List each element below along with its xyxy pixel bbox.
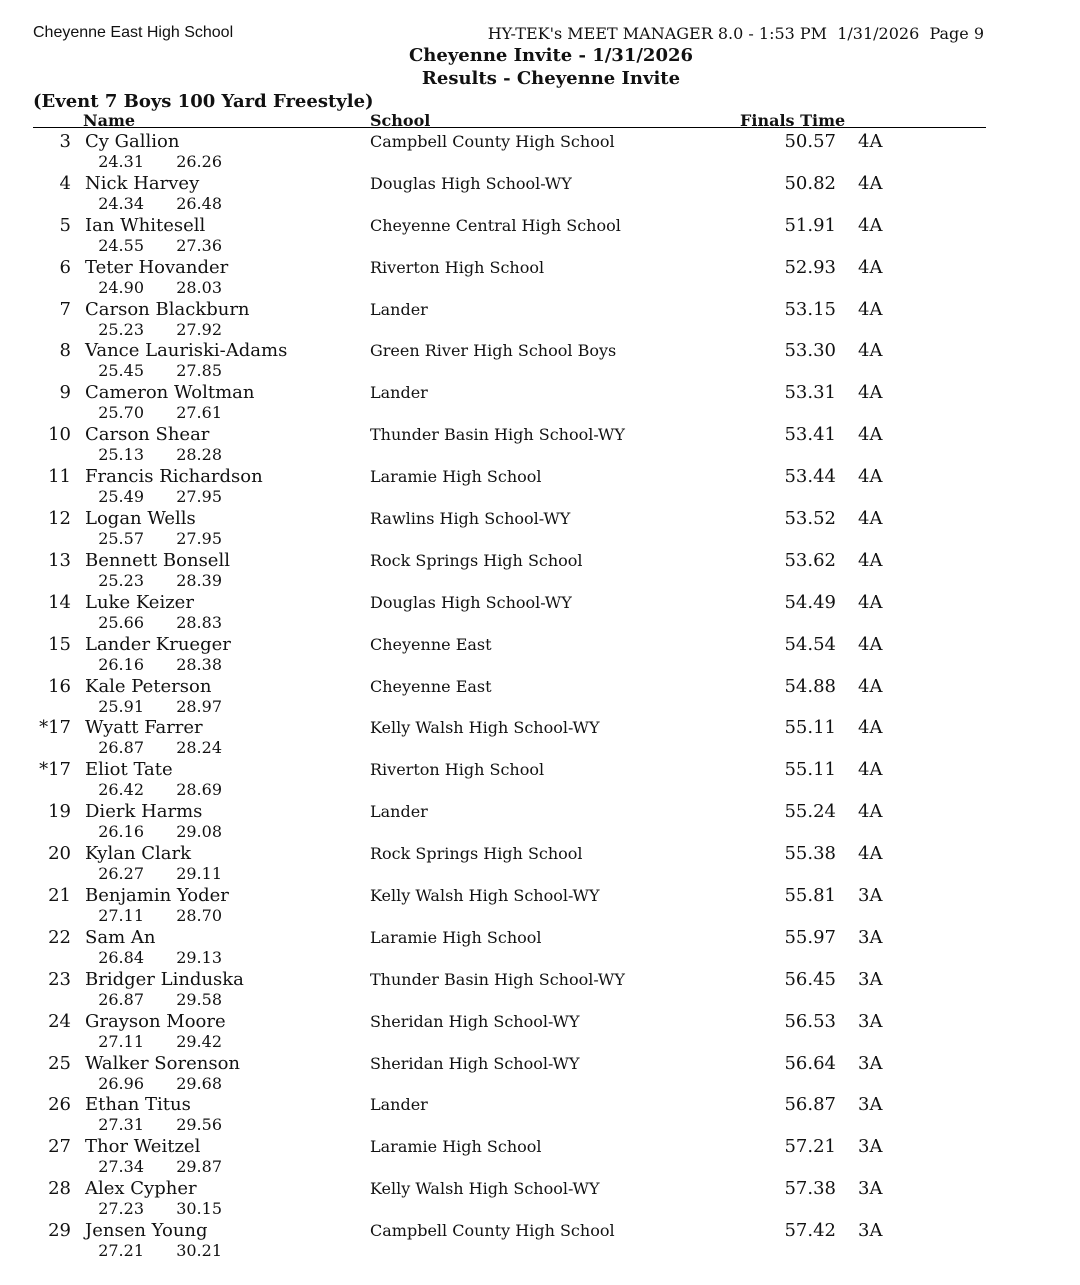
result-row (0, 1178, 1080, 1220)
result-place: 24 (48, 1010, 71, 1032)
split-time-1: 25.91 (98, 696, 144, 716)
split-time-1: 27.11 (98, 906, 144, 926)
class-division: 4A (858, 214, 883, 236)
swimmer-name: Thor Weitzel (85, 1136, 201, 1158)
school-name: Kelly Walsh High School-WY (370, 886, 600, 906)
school-name: Riverton High School (370, 257, 545, 277)
result-place: 22 (48, 926, 71, 948)
class-division: 4A (858, 382, 883, 404)
school-name: Campbell County High School (370, 132, 615, 151)
finals-time: 57.42 (784, 1220, 836, 1242)
swimmer-name: Logan Wells (85, 508, 196, 530)
split-time-2: 27.95 (176, 487, 222, 507)
split-time-2: 27.85 (176, 361, 222, 381)
header-software-info: HY-TEK's MEET MANAGER 8.0 - 1:53 PM 1/31/2026 Page 9 (487, 24, 984, 43)
split-time-1: 27.21 (98, 1241, 144, 1261)
result-place: 21 (48, 885, 71, 907)
finals-time: 53.62 (784, 549, 836, 571)
school-name: Thunder Basin High School-WY (370, 969, 625, 989)
split-time-2: 27.36 (176, 235, 222, 255)
swimmer-name: Carson Blackburn (85, 298, 250, 320)
result-place: 9 (59, 382, 71, 404)
class-division: 4A (858, 801, 883, 823)
finals-time: 55.24 (784, 801, 836, 823)
split-time-1: 26.16 (98, 822, 144, 842)
result-place: 5 (59, 214, 71, 236)
split-time-2: 27.95 (176, 529, 222, 549)
school-name: Kelly Walsh High School-WY (370, 718, 600, 738)
swimmer-name: Ethan Titus (85, 1094, 191, 1116)
result-row (0, 340, 1080, 382)
result-row (0, 969, 1080, 1011)
split-time-1: 26.96 (98, 1073, 144, 1093)
swimmer-name: Sam An (85, 926, 156, 948)
class-division: 4A (858, 424, 883, 446)
result-place: 11 (48, 466, 71, 488)
class-division: 3A (858, 1010, 883, 1032)
split-time-1: 24.31 (98, 152, 144, 171)
split-time-1: 25.57 (98, 529, 144, 549)
school-name: Cheyenne Central High School (370, 215, 621, 235)
finals-time: 53.44 (784, 466, 836, 488)
class-division: 3A (858, 1136, 883, 1158)
split-time-1: 27.23 (98, 1199, 144, 1219)
school-name: Thunder Basin High School-WY (370, 425, 625, 445)
result-row (0, 508, 1080, 550)
school-name: Douglas High School-WY (370, 173, 572, 193)
school-name: Douglas High School-WY (370, 592, 572, 612)
finals-time: 56.64 (784, 1052, 836, 1074)
class-division: 4A (858, 508, 883, 530)
result-place: *17 (39, 759, 71, 781)
column-header-finals-time: Finals Time (740, 111, 846, 130)
split-time-2: 29.58 (176, 989, 222, 1009)
result-place: 15 (48, 633, 71, 655)
split-time-2: 29.11 (176, 864, 222, 884)
swimmer-name: Luke Keizer (85, 591, 194, 613)
result-place: 23 (48, 968, 71, 990)
class-division: 4A (858, 340, 883, 362)
split-time-1: 27.11 (98, 1031, 144, 1051)
swimmer-name: Wyatt Farrer (85, 717, 203, 739)
split-time-2: 26.48 (176, 193, 222, 213)
result-place: 12 (48, 508, 71, 530)
result-place: 6 (59, 256, 71, 278)
result-row (0, 382, 1080, 424)
finals-time: 52.93 (784, 256, 836, 278)
result-place: 3 (59, 131, 71, 152)
split-time-2: 29.08 (176, 822, 222, 842)
result-place: *17 (39, 717, 71, 739)
result-place: 13 (48, 549, 71, 571)
school-name: Laramie High School (370, 467, 542, 487)
finals-time: 55.11 (784, 717, 836, 739)
class-division: 4A (858, 633, 883, 655)
swimmer-name: Benjamin Yoder (85, 885, 229, 907)
result-row (0, 1053, 1080, 1095)
header-school-name: Cheyenne East High School (33, 24, 234, 41)
finals-time: 57.38 (784, 1178, 836, 1200)
finals-time: 55.97 (784, 926, 836, 948)
split-time-1: 26.42 (98, 780, 144, 800)
class-division: 4A (858, 759, 883, 781)
finals-time: 53.31 (784, 382, 836, 404)
split-time-1: 26.84 (98, 947, 144, 967)
split-time-2: 28.28 (176, 445, 222, 465)
result-row (0, 299, 1080, 341)
result-row (0, 634, 1080, 676)
swimmer-name: Grayson Moore (85, 1010, 226, 1032)
result-row (0, 927, 1080, 969)
result-row (0, 676, 1080, 718)
swimmer-name: Jensen Young (85, 1220, 208, 1242)
finals-time: 50.57 (784, 131, 836, 152)
split-time-2: 30.15 (176, 1199, 222, 1219)
school-name: Laramie High School (370, 927, 542, 947)
result-place: 16 (48, 675, 71, 697)
class-division: 4A (858, 675, 883, 697)
swimmer-name: Walker Sorenson (85, 1052, 240, 1074)
split-time-2: 28.83 (176, 612, 222, 632)
school-name: Rock Springs High School (370, 550, 583, 570)
class-division: 3A (858, 1178, 883, 1200)
column-header-school: School (370, 111, 431, 130)
school-name: Lander (370, 383, 428, 403)
swimmer-name: Ian Whitesell (85, 214, 206, 236)
school-name: Riverton High School (370, 760, 545, 780)
result-row (0, 215, 1080, 257)
class-division: 3A (858, 968, 883, 990)
finals-time: 53.41 (784, 424, 836, 446)
result-row (0, 1220, 1080, 1262)
split-time-1: 25.70 (98, 403, 144, 423)
split-time-1: 26.16 (98, 654, 144, 674)
result-place: 10 (48, 424, 71, 446)
split-time-1: 24.90 (98, 277, 144, 297)
split-time-1: 24.55 (98, 235, 144, 255)
finals-time: 55.11 (784, 759, 836, 781)
split-time-2: 26.26 (176, 152, 222, 171)
school-name: Sheridan High School-WY (370, 1053, 580, 1073)
class-division: 4A (858, 591, 883, 613)
result-place: 26 (48, 1094, 71, 1116)
split-time-1: 26.27 (98, 864, 144, 884)
finals-time: 57.21 (784, 1136, 836, 1158)
result-row (0, 550, 1080, 592)
result-place: 19 (48, 801, 71, 823)
result-place: 27 (48, 1136, 71, 1158)
finals-time: 55.81 (784, 885, 836, 907)
swimmer-name: Kylan Clark (85, 843, 192, 865)
result-row (0, 257, 1080, 299)
class-division: 3A (858, 885, 883, 907)
split-time-2: 28.70 (176, 906, 222, 926)
swimmer-name: Carson Shear (85, 424, 210, 446)
split-time-2: 29.68 (176, 1073, 222, 1093)
split-time-1: 25.66 (98, 612, 144, 632)
school-name: Rawlins High School-WY (370, 509, 571, 529)
finals-time: 50.82 (784, 172, 836, 194)
split-time-2: 29.56 (176, 1115, 222, 1135)
result-place: 20 (48, 843, 71, 865)
finals-time: 56.87 (784, 1094, 836, 1116)
result-row (0, 424, 1080, 466)
finals-time: 54.49 (784, 591, 836, 613)
swimmer-name: Kale Peterson (85, 675, 212, 697)
result-row (0, 801, 1080, 843)
split-time-1: 25.45 (98, 361, 144, 381)
swimmer-name: Bridger Linduska (85, 968, 244, 990)
split-time-2: 28.24 (176, 738, 222, 758)
class-division: 4A (858, 843, 883, 865)
school-name: Cheyenne East (370, 634, 492, 654)
result-place: 7 (59, 298, 71, 320)
result-row (0, 1094, 1080, 1136)
split-time-2: 28.38 (176, 654, 222, 674)
column-header-name: Name (83, 111, 136, 130)
class-division: 4A (858, 131, 883, 152)
result-place: 4 (59, 172, 71, 194)
swimmer-name: Eliot Tate (85, 759, 173, 781)
school-name: Lander (370, 1095, 428, 1115)
class-division: 3A (858, 926, 883, 948)
class-division: 4A (858, 172, 883, 194)
split-time-1: 26.87 (98, 989, 144, 1009)
class-division: 4A (858, 717, 883, 739)
result-row (0, 466, 1080, 508)
school-name: Kelly Walsh High School-WY (370, 1179, 600, 1199)
finals-time: 54.54 (784, 633, 836, 655)
finals-time: 53.15 (784, 298, 836, 320)
split-time-2: 29.87 (176, 1157, 222, 1177)
finals-time: 53.52 (784, 508, 836, 530)
split-time-1: 26.87 (98, 738, 144, 758)
swimmer-name: Teter Hovander (85, 256, 229, 278)
swimmer-name: Lander Krueger (85, 633, 231, 655)
result-row (0, 1136, 1080, 1178)
class-division: 3A (858, 1220, 883, 1242)
school-name: Sheridan High School-WY (370, 1011, 580, 1031)
result-place: 14 (48, 591, 71, 613)
swimmer-name: Cameron Woltman (85, 382, 255, 404)
header-divider (33, 127, 986, 128)
swimmer-name: Bennett Bonsell (85, 549, 230, 571)
split-time-2: 27.61 (176, 403, 222, 423)
finals-time: 53.30 (784, 340, 836, 362)
finals-time: 55.38 (784, 843, 836, 865)
results-list (0, 131, 1080, 1262)
result-place: 25 (48, 1052, 71, 1074)
split-time-2: 29.42 (176, 1031, 222, 1051)
school-name: Lander (370, 299, 428, 319)
split-time-2: 28.39 (176, 570, 222, 590)
swimmer-name: Dierk Harms (85, 801, 203, 823)
class-division: 4A (858, 466, 883, 488)
finals-time: 54.88 (784, 675, 836, 697)
class-division: 3A (858, 1094, 883, 1116)
split-time-1: 27.31 (98, 1115, 144, 1135)
results-title: Results - Cheyenne Invite (421, 68, 681, 89)
result-place: 29 (48, 1220, 71, 1242)
split-time-1: 25.13 (98, 445, 144, 465)
finals-time: 56.53 (784, 1010, 836, 1032)
result-row (0, 885, 1080, 927)
finals-time: 56.45 (784, 968, 836, 990)
swimmer-name: Vance Lauriski-Adams (85, 340, 288, 362)
swimmer-name: Francis Richardson (85, 466, 263, 488)
result-row (0, 717, 1080, 759)
split-time-2: 28.03 (176, 277, 222, 297)
swimmer-name: Cy Gallion (85, 131, 180, 152)
split-time-1: 27.34 (98, 1157, 144, 1177)
split-time-2: 30.21 (176, 1241, 222, 1261)
result-place: 8 (59, 340, 71, 362)
swimmer-name: Nick Harvey (85, 172, 200, 194)
result-row (0, 1011, 1080, 1053)
meet-title: Cheyenne Invite - 1/31/2026 (408, 45, 694, 66)
event-title: (Event 7 Boys 100 Yard Freestyle) (33, 91, 374, 112)
school-name: Campbell County High School (370, 1221, 615, 1241)
school-name: Cheyenne East (370, 676, 492, 696)
split-time-2: 27.92 (176, 319, 222, 339)
school-name: Laramie High School (370, 1137, 542, 1157)
swimmer-name: Alex Cypher (85, 1178, 197, 1200)
finals-time: 51.91 (784, 214, 836, 236)
class-division: 4A (858, 298, 883, 320)
class-division: 4A (858, 549, 883, 571)
split-time-1: 25.23 (98, 319, 144, 339)
split-time-1: 24.34 (98, 193, 144, 213)
school-name: Lander (370, 802, 428, 822)
split-time-2: 29.13 (176, 947, 222, 967)
result-row (0, 173, 1080, 215)
result-row (0, 843, 1080, 885)
class-division: 3A (858, 1052, 883, 1074)
class-division: 4A (858, 256, 883, 278)
school-name: Rock Springs High School (370, 844, 583, 864)
split-time-1: 25.23 (98, 570, 144, 590)
split-time-2: 28.69 (176, 780, 222, 800)
school-name: Green River High School Boys (370, 341, 617, 361)
split-time-1: 25.49 (98, 487, 144, 507)
result-place: 28 (48, 1178, 71, 1200)
result-row (0, 592, 1080, 634)
result-row (0, 131, 1080, 173)
split-time-2: 28.97 (176, 696, 222, 716)
result-row (0, 759, 1080, 801)
